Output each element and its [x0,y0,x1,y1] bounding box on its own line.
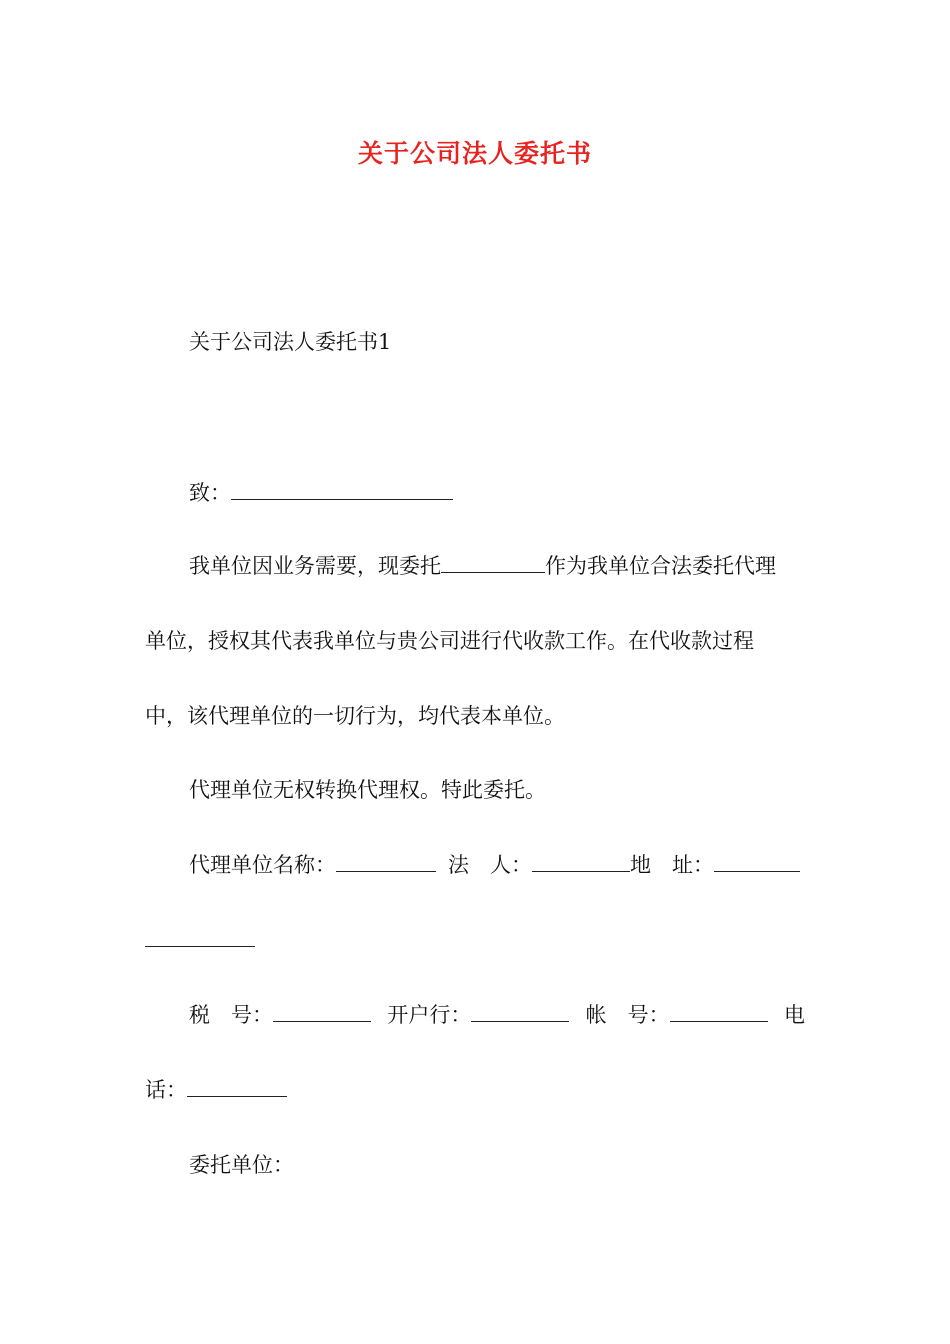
principal-line: 委托单位： [189,1153,294,1177]
tax-group [145,1001,371,1029]
phone-label-part2: 话： [145,1078,187,1102]
agent-blank[interactable] [441,552,545,573]
phone-blank[interactable] [187,1076,287,1097]
phone-line [145,1076,287,1104]
paragraph1-line3: 中，该代理单位的一切行为，均代表本单位。 [145,704,565,728]
paragraph1-text-a: 我单位因业务需要，现委托 [189,554,441,578]
address-blank[interactable] [714,851,800,872]
tax-label: 税 号： [189,1003,273,1027]
legal-person-blank[interactable] [532,851,630,872]
bank-group [387,1001,569,1029]
agent-name-label: 代理单位名称： [189,853,336,877]
phone-label-part1: 电 [783,1003,805,1027]
tax-blank[interactable] [273,1001,371,1022]
recipient-blank[interactable] [231,479,453,500]
paragraph1-text-b: 作为我单位合法委托代理 [545,554,776,578]
agent-name-blank[interactable] [336,851,436,872]
salutation-line [189,479,453,507]
address-continuation-line [145,926,255,954]
account-group [586,1001,768,1029]
agent-info-line [189,851,800,879]
paragraph2: 代理单位无权转换代理权。特此委托。 [189,778,546,802]
salutation-label: 致： [189,481,231,505]
document-title: 关于公司法人委托书 [357,139,592,168]
paragraph1-line2: 单位，授权其代表我单位与贵公司进行代收款工作。在代收款过程 [145,629,754,653]
paragraph1-line1 [189,552,776,580]
bank-blank[interactable] [471,1001,569,1022]
account-blank[interactable] [670,1001,768,1022]
account-label: 帐 号： [585,1003,670,1027]
address-label: 地 址： [630,853,714,877]
bank-label: 开户行： [387,1003,472,1027]
bank-info-line [145,1001,805,1029]
legal-person-label: 法 人： [448,853,532,877]
address-blank-continued[interactable] [145,926,255,947]
section-heading: 关于公司法人委托书1 [189,330,392,354]
